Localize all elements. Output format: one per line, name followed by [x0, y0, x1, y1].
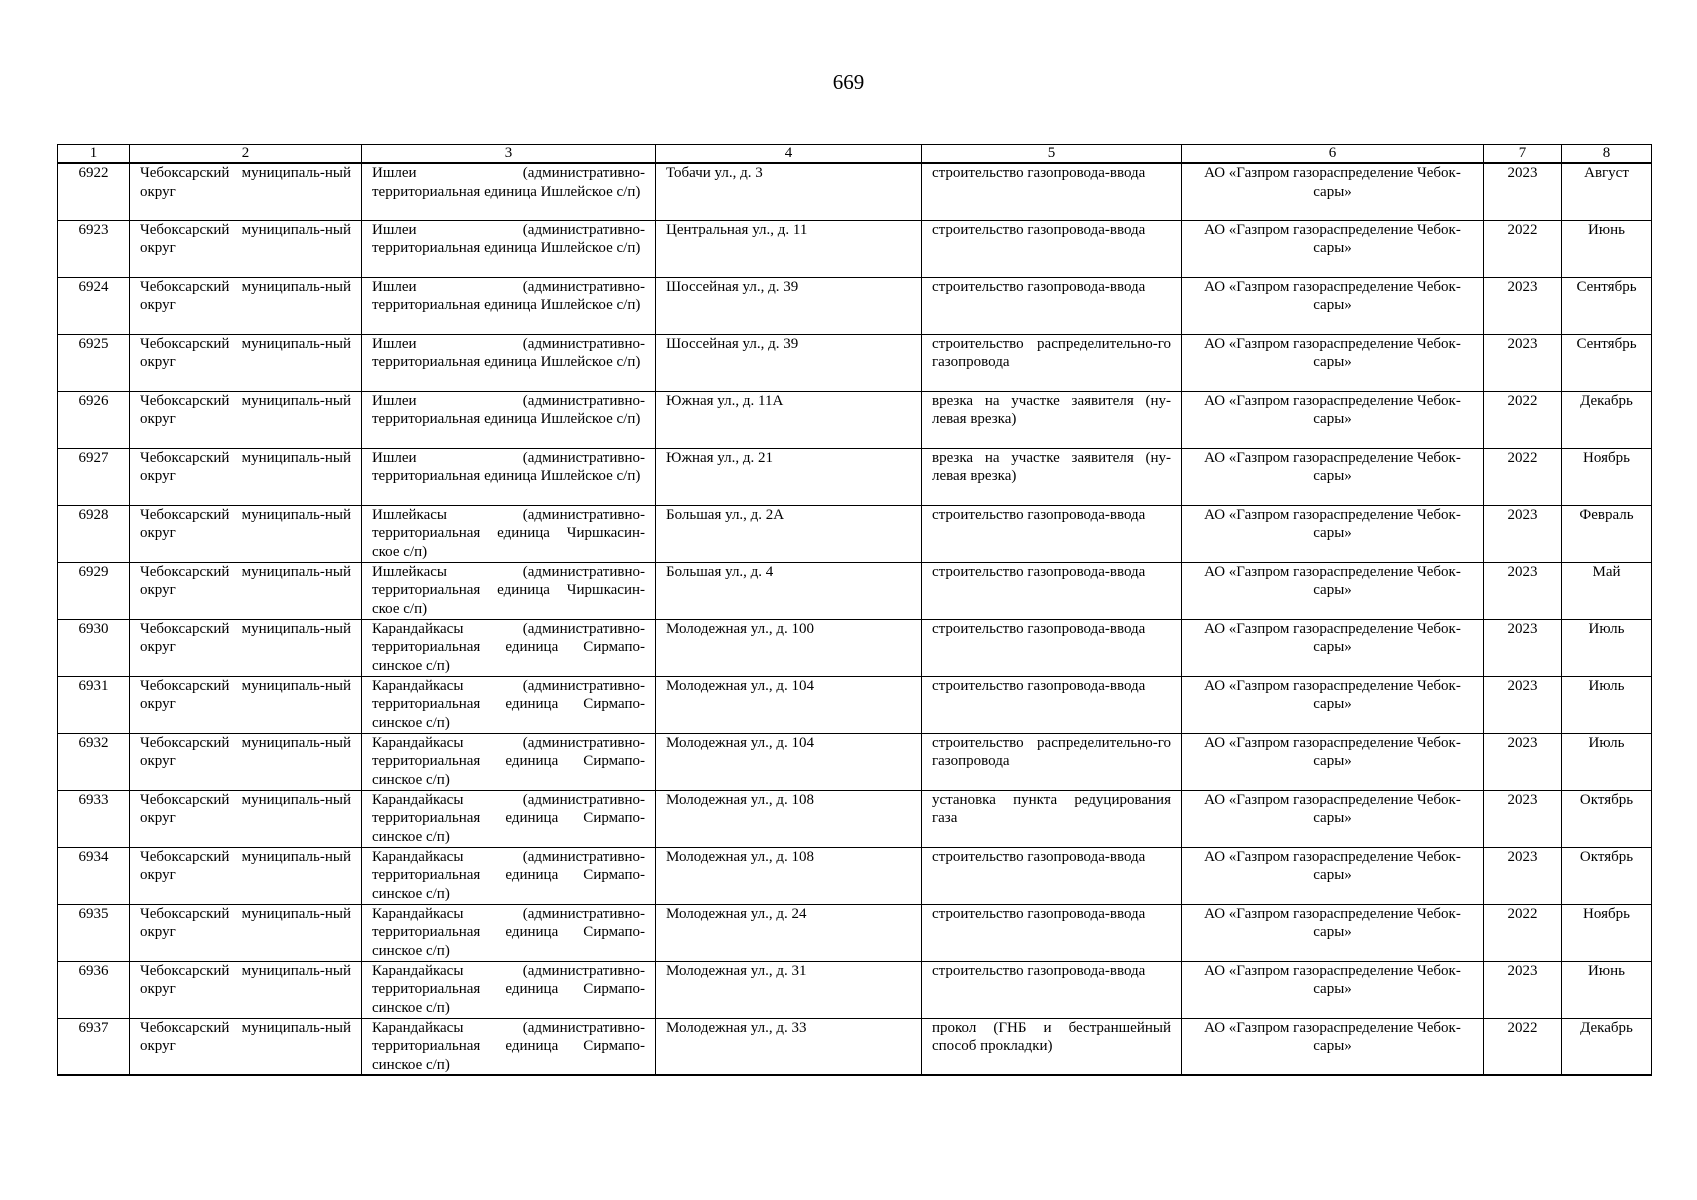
- work-cell: строительство газопровода-ввода: [922, 904, 1182, 961]
- locality-cell: Ишлеи (административно-территориальная единица Ишлейское с/п): [362, 220, 656, 277]
- organization-cell: АО «Газпром газораспределение Чебок-сары»: [1182, 790, 1484, 847]
- locality-cell: Ишлейкасы (административно-территориальная единица Чиршкасин-ское с/п): [362, 505, 656, 562]
- row-number: 6923: [58, 220, 130, 277]
- header-cell: 1: [58, 145, 130, 164]
- row-number: 6934: [58, 847, 130, 904]
- district-cell: Чебоксарский муниципаль-ный округ: [130, 562, 362, 619]
- month-cell: Июль: [1562, 619, 1652, 676]
- table-row: [58, 334, 1652, 391]
- address-cell: Молодежная ул., д. 100: [656, 619, 922, 676]
- month-cell: Декабрь: [1562, 1018, 1652, 1075]
- year-cell: 2023: [1484, 505, 1562, 562]
- district-cell: Чебоксарский муниципаль-ный округ: [130, 277, 362, 334]
- header-cell: 3: [362, 145, 656, 164]
- row-number: 6928: [58, 505, 130, 562]
- address-cell: Центральная ул., д. 11: [656, 220, 922, 277]
- header-cell: 2: [130, 145, 362, 164]
- work-cell: установка пункта редуцирования газа: [922, 790, 1182, 847]
- month-cell: Июнь: [1562, 220, 1652, 277]
- district-cell: Чебоксарский муниципаль-ный округ: [130, 619, 362, 676]
- district-cell: Чебоксарский муниципаль-ный округ: [130, 1018, 362, 1075]
- header-cell: 8: [1562, 145, 1652, 164]
- address-cell: Южная ул., д. 21: [656, 448, 922, 505]
- month-cell: Май: [1562, 562, 1652, 619]
- month-cell: Декабрь: [1562, 391, 1652, 448]
- header-cell: 4: [656, 145, 922, 164]
- address-cell: Шоссейная ул., д. 39: [656, 277, 922, 334]
- district-cell: Чебоксарский муниципаль-ный округ: [130, 505, 362, 562]
- table-row: [58, 163, 1652, 220]
- table-row: [58, 904, 1652, 961]
- year-cell: 2023: [1484, 733, 1562, 790]
- organization-cell: АО «Газпром газораспределение Чебок-сары»: [1182, 1018, 1484, 1075]
- organization-cell: АО «Газпром газораспределение Чебок-сары»: [1182, 220, 1484, 277]
- year-cell: 2023: [1484, 334, 1562, 391]
- month-cell: Июнь: [1562, 961, 1652, 1018]
- district-cell: Чебоксарский муниципаль-ный округ: [130, 220, 362, 277]
- locality-cell: Ишлеи (административно-территориальная единица Ишлейское с/п): [362, 163, 656, 220]
- address-cell: Молодежная ул., д. 31: [656, 961, 922, 1018]
- table-row: [58, 562, 1652, 619]
- address-cell: Шоссейная ул., д. 39: [656, 334, 922, 391]
- organization-cell: АО «Газпром газораспределение Чебок-сары»: [1182, 391, 1484, 448]
- district-cell: Чебоксарский муниципаль-ный округ: [130, 448, 362, 505]
- work-cell: строительство газопровода-ввода: [922, 163, 1182, 220]
- row-number: 6929: [58, 562, 130, 619]
- row-number: 6936: [58, 961, 130, 1018]
- address-cell: Молодежная ул., д. 33: [656, 1018, 922, 1075]
- month-cell: Август: [1562, 163, 1652, 220]
- district-cell: Чебоксарский муниципаль-ный округ: [130, 847, 362, 904]
- address-cell: Тобачи ул., д. 3: [656, 163, 922, 220]
- month-cell: Октябрь: [1562, 790, 1652, 847]
- locality-cell: Ишлеи (административно-территориальная единица Ишлейское с/п): [362, 448, 656, 505]
- row-number: 6931: [58, 676, 130, 733]
- year-cell: 2022: [1484, 1018, 1562, 1075]
- locality-cell: Карандайкасы (административно-территориальная единица Сирмапо-синское с/п): [362, 676, 656, 733]
- work-cell: строительство газопровода-ввода: [922, 961, 1182, 1018]
- work-cell: строительство газопровода-ввода: [922, 505, 1182, 562]
- row-number: 6930: [58, 619, 130, 676]
- organization-cell: АО «Газпром газораспределение Чебок-сары»: [1182, 334, 1484, 391]
- header-row: [58, 145, 1652, 164]
- locality-cell: Ишлеи (административно-территориальная единица Ишлейское с/п): [362, 277, 656, 334]
- header-cell: 5: [922, 145, 1182, 164]
- organization-cell: АО «Газпром газораспределение Чебок-сары»: [1182, 733, 1484, 790]
- year-cell: 2022: [1484, 904, 1562, 961]
- table-row: [58, 391, 1652, 448]
- month-cell: Ноябрь: [1562, 904, 1652, 961]
- work-cell: врезка на участке заявителя (ну-левая врезка): [922, 448, 1182, 505]
- district-cell: Чебоксарский муниципаль-ный округ: [130, 733, 362, 790]
- organization-cell: АО «Газпром газораспределение Чебок-сары»: [1182, 163, 1484, 220]
- locality-cell: Карандайкасы (административно-территориальная единица Сирмапо-синское с/п): [362, 904, 656, 961]
- row-number: 6925: [58, 334, 130, 391]
- locality-cell: Ишлейкасы (административно-территориальная единица Чиршкасин-ское с/п): [362, 562, 656, 619]
- table-header: [58, 145, 1652, 164]
- address-cell: Молодежная ул., д. 24: [656, 904, 922, 961]
- work-cell: строительство распределительно-го газопровода: [922, 733, 1182, 790]
- month-cell: Сентябрь: [1562, 277, 1652, 334]
- row-number: 6924: [58, 277, 130, 334]
- year-cell: 2023: [1484, 676, 1562, 733]
- locality-cell: Карандайкасы (административно-территориальная единица Сирмапо-синское с/п): [362, 1018, 656, 1075]
- organization-cell: АО «Газпром газораспределение Чебок-сары»: [1182, 448, 1484, 505]
- address-cell: Большая ул., д. 2А: [656, 505, 922, 562]
- organization-cell: АО «Газпром газораспределение Чебок-сары»: [1182, 562, 1484, 619]
- header-cell: 6: [1182, 145, 1484, 164]
- table-row: [58, 733, 1652, 790]
- organization-cell: АО «Газпром газораспределение Чебок-сары»: [1182, 847, 1484, 904]
- district-cell: Чебоксарский муниципаль-ный округ: [130, 391, 362, 448]
- page-number: 669: [832, 70, 865, 94]
- table-row: [58, 277, 1652, 334]
- row-number: 6927: [58, 448, 130, 505]
- table-row: [58, 619, 1652, 676]
- row-number: 6926: [58, 391, 130, 448]
- work-cell: прокол (ГНБ и бестраншейный способ прокладки): [922, 1018, 1182, 1075]
- year-cell: 2022: [1484, 220, 1562, 277]
- year-cell: 2023: [1484, 847, 1562, 904]
- table-row: [58, 961, 1652, 1018]
- organization-cell: АО «Газпром газораспределение Чебок-сары»: [1182, 676, 1484, 733]
- table-row: [58, 790, 1652, 847]
- year-cell: 2023: [1484, 961, 1562, 1018]
- table-row: [58, 676, 1652, 733]
- gasification-table: [57, 144, 1652, 1076]
- month-cell: Ноябрь: [1562, 448, 1652, 505]
- table-row: [58, 448, 1652, 505]
- work-cell: строительство газопровода-ввода: [922, 220, 1182, 277]
- address-cell: Большая ул., д. 4: [656, 562, 922, 619]
- row-number: 6933: [58, 790, 130, 847]
- organization-cell: АО «Газпром газораспределение Чебок-сары»: [1182, 619, 1484, 676]
- locality-cell: Ишлеи (административно-территориальная единица Ишлейское с/п): [362, 391, 656, 448]
- district-cell: Чебоксарский муниципаль-ный округ: [130, 676, 362, 733]
- locality-cell: Карандайкасы (административно-территориальная единица Сирмапо-синское с/п): [362, 733, 656, 790]
- table-row: [58, 847, 1652, 904]
- district-cell: Чебоксарский муниципаль-ный округ: [130, 334, 362, 391]
- address-cell: Молодежная ул., д. 104: [656, 733, 922, 790]
- row-number: 6937: [58, 1018, 130, 1075]
- work-cell: врезка на участке заявителя (ну-левая врезка): [922, 391, 1182, 448]
- work-cell: строительство газопровода-ввода: [922, 847, 1182, 904]
- table-row: [58, 220, 1652, 277]
- locality-cell: Карандайкасы (административно-территориальная единица Сирмапо-синское с/п): [362, 790, 656, 847]
- work-cell: строительство газопровода-ввода: [922, 676, 1182, 733]
- address-cell: Молодежная ул., д. 108: [656, 847, 922, 904]
- year-cell: 2022: [1484, 448, 1562, 505]
- district-cell: Чебоксарский муниципаль-ный округ: [130, 904, 362, 961]
- district-cell: Чебоксарский муниципаль-ный округ: [130, 790, 362, 847]
- locality-cell: Ишлеи (административно-территориальная единица Ишлейское с/п): [362, 334, 656, 391]
- row-number: 6922: [58, 163, 130, 220]
- district-cell: Чебоксарский муниципаль-ный округ: [130, 163, 362, 220]
- month-cell: Октябрь: [1562, 847, 1652, 904]
- table-row: [58, 505, 1652, 562]
- organization-cell: АО «Газпром газораспределение Чебок-сары»: [1182, 961, 1484, 1018]
- year-cell: 2022: [1484, 391, 1562, 448]
- work-cell: строительство распределительно-го газопровода: [922, 334, 1182, 391]
- year-cell: 2023: [1484, 562, 1562, 619]
- table-body: [58, 163, 1652, 1075]
- header-cell: 7: [1484, 145, 1562, 164]
- row-number: 6932: [58, 733, 130, 790]
- month-cell: Сентябрь: [1562, 334, 1652, 391]
- month-cell: Февраль: [1562, 505, 1652, 562]
- district-cell: Чебоксарский муниципаль-ный округ: [130, 961, 362, 1018]
- organization-cell: АО «Газпром газораспределение Чебок-сары»: [1182, 904, 1484, 961]
- row-number: 6935: [58, 904, 130, 961]
- work-cell: строительство газопровода-ввода: [922, 277, 1182, 334]
- organization-cell: АО «Газпром газораспределение Чебок-сары»: [1182, 505, 1484, 562]
- year-cell: 2023: [1484, 790, 1562, 847]
- address-cell: Южная ул., д. 11А: [656, 391, 922, 448]
- organization-cell: АО «Газпром газораспределение Чебок-сары»: [1182, 277, 1484, 334]
- locality-cell: Карандайкасы (административно-территориальная единица Сирмапо-синское с/п): [362, 961, 656, 1018]
- year-cell: 2023: [1484, 277, 1562, 334]
- address-cell: Молодежная ул., д. 108: [656, 790, 922, 847]
- locality-cell: Карандайкасы (административно-территориальная единица Сирмапо-синское с/п): [362, 847, 656, 904]
- year-cell: 2023: [1484, 163, 1562, 220]
- work-cell: строительство газопровода-ввода: [922, 619, 1182, 676]
- month-cell: Июль: [1562, 676, 1652, 733]
- address-cell: Молодежная ул., д. 104: [656, 676, 922, 733]
- work-cell: строительство газопровода-ввода: [922, 562, 1182, 619]
- month-cell: Июль: [1562, 733, 1652, 790]
- table-row: [58, 1018, 1652, 1075]
- year-cell: 2023: [1484, 619, 1562, 676]
- locality-cell: Карандайкасы (административно-территориальная единица Сирмапо-синское с/п): [362, 619, 656, 676]
